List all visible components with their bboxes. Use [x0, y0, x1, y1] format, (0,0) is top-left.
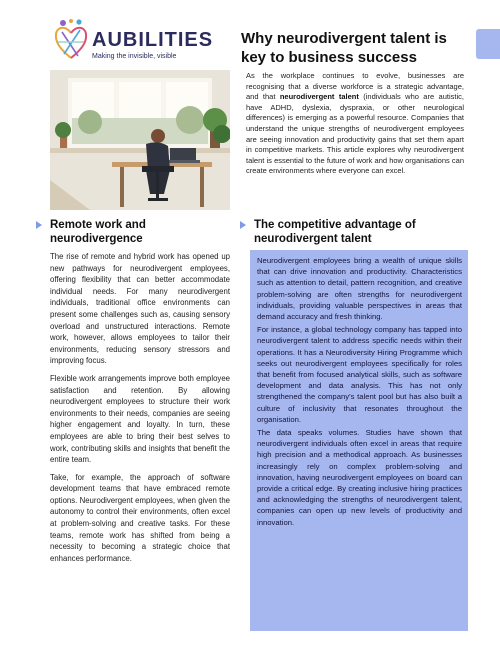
box-paragraph: For instance, a global technology company has tapped into neurodivergent talent to address specific needs within their operations. It has a Neurodiversity Hiring Programme which seeks out neurodivergent employees specifically for roles that benefit from focused analytical skills, such as software development and data analysis. This has not only strengthened the company's talent pool but has also built a culture of inclusivity that resonates throughout the organisation. [257, 325, 462, 424]
body-paragraph: The rise of remote and hybrid work has opened up new pathways for neurodivergent employees, offering flexibility that can better accommodate individual needs. For many neurodivergent individuals, traditional office environments can present some challenges such as, causing sensory overload and unstructured interactions. Remote work, however, allows employees to tailor their environments, reducing sensory stressors and improving focus. [50, 252, 230, 366]
box-paragraph: Neurodivergent employees bring a wealth of unique skills that can drive innovation and productivity. Characteristics such as attention to detail, pattern recognition, and creative problem-solving are often strengths for neurodivergent individuals, providing valuable perspectives in areas that demand accuracy and fresh thinking. [257, 256, 462, 322]
logo-tagline: Making the invisible, visible [92, 53, 177, 60]
logo-wordmark: AUBILITIES [92, 29, 214, 51]
box-paragraph: The data speaks volumes. Studies have shown that neurodivergent individuals often excel in areas that require high precision and a methodical approach. As businesses increasingly rely on complex problem-solving and innovation, having neurodivergent employees on board can provide a critical edge. By creating inclusive hiring practices and acknowledging the strengths of neurodivergent talent, companies can open up new levels of productivity and innovation. [257, 428, 462, 527]
competitive-advantage-heading [254, 218, 454, 246]
bullet-triangle-icon [240, 221, 246, 229]
remote-work-heading-text: Remote work and neurodivergence [50, 219, 146, 245]
body-paragraph: Take, for example, the approach of software development teams that have embraced remote options. Neurodivergent employees, when given the autonomy to control their environments, often excel at problem-solving and creative tasks. For these teams, remote work has shifted from being a necessity to becoming a strategic choice that enhances performance. [50, 472, 230, 563]
intro-text-start: As the workplace continues to evolve, businesses are recognising that a diverse workforce is a strategic advantage, and that [246, 71, 464, 102]
remote-work-body [50, 251, 230, 570]
hero-photo [50, 70, 230, 210]
bullet-triangle-icon [36, 221, 42, 229]
intro-text-end: (individuals who are autistic, have ADHD, dyslexia, dyspraxia, or other neurological differences) is emerging as a powerful resource. Companies that understand the unique strengths of neurodivergent employees are seeing innovation and productivity gains that set them apart in competitive markets. This article explores why neurodivergent talent is essential to the future of work and how organisations can create environments where everyone can excel. [246, 92, 464, 176]
intro-paragraph [246, 71, 464, 177]
remote-work-heading [50, 218, 230, 246]
intro-bold-term: neurodivergent talent [279, 92, 359, 102]
competitive-advantage-heading-text: The competitive advantage of neurodivergent talent [254, 219, 416, 245]
accent-tab [476, 29, 500, 59]
heart-logo-icon [52, 18, 90, 64]
photo-person-at-desk-icon [50, 70, 230, 210]
competitive-advantage-box [250, 250, 468, 631]
brand-logo [52, 18, 232, 66]
page-title: Why neurodivergent talent is key to business success [241, 30, 447, 66]
body-paragraph: Flexible work arrangements improve both employee satisfaction and retention. By allowing neurodivergent employees to structure their work environments to their needs, companies are seeing higher engagement and loyalty. In turn, these employees are able to bring their best selves to work, contributing skills and insights that benefit the entire team. [50, 373, 230, 465]
